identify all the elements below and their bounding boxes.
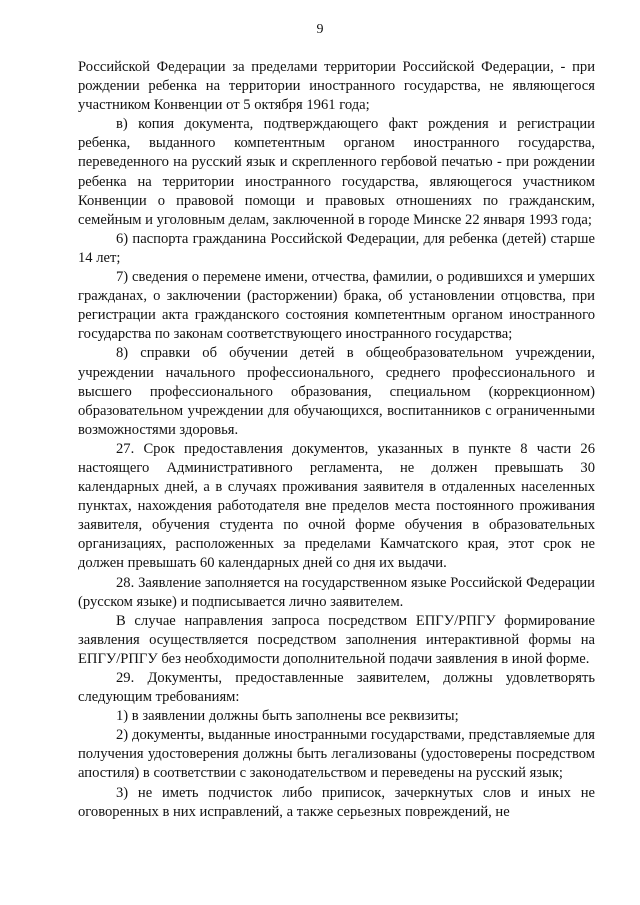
paragraph-clause-28: 28. Заявление заполняется на государственном языке Российской Федерации (русском языке) и подписывается лично заявителем. <box>78 574 595 610</box>
document-body <box>78 58 595 822</box>
paragraph-requirement-1: 1) в заявлении должны быть заполнены все реквизиты; <box>116 708 459 725</box>
paragraph-clause-27: 27. Срок предоставления документов, указанных в пункте 8 части 26 настоящего Административного регламента, не должен превышать 30 календарных дней, а в случаях проживания заявителя в отдаленных населенных пунктах, нахождения работодателя вне пределов места постоянного проживания заявителя, обучения студента по очной форме обучения в образовательных организациях, расположенных за пределами Камчатского края, этот срок не должен превышать 60 календарных дней со дня их выдачи. <box>78 440 595 572</box>
paragraph-requirement-2: 2) документы, выданные иностранными государствами, представляемые для получения удостоверения должны быть легализованы (удостоверены посредством апостиля) в соответствии с законодательством и переведены на русский язык; <box>78 727 595 782</box>
paragraph-item-7: 7) сведения о перемене имени, отчества, фамилии, о родившихся и умерших гражданах, о заключении (расторжении) брака, об установлении отцовства, при регистрации акта гражданского состояния компетентным органом иностранного государства по законам соответствующего иностранного государства; <box>78 269 595 343</box>
paragraph-epgu-note: В случае направления запроса посредством ЕПГУ/РПГУ формирование заявления осуществляется посредством заполнения интерактивной формы на ЕПГУ/РПГУ без необходимости дополнительной подачи заявления в иной форме. <box>78 612 595 667</box>
paragraph-requirement-3: 3) не иметь подчисток либо приписок, зачеркнутых слов и иных не оговоренных в них исправлений, а также серьезных повреждений, не <box>78 784 595 820</box>
page-number: 9 <box>316 22 324 37</box>
paragraph-item-v: в) копия документа, подтверждающего факт рождения и регистрации ребенка, выданного компетентным органом иностранного государства, переведенного на русский язык и скрепленного гербовой печатью - при рождении ребенка на территории иностранного государства, являющегося участником Конвенции о правовой помощи и правовых отношениях по гражданским, семейным и уголовным делам, заключенной в городе Минске 22 января 1993 года; <box>78 116 595 228</box>
paragraph-clause-29: 29. Документы, предоставленные заявителем, должны удовлетворять следующим требованиям: <box>78 670 595 706</box>
paragraph-continuation: Российской Федерации за пределами территории Российской Федерации, - при рождении ребенка на территории иностранного государства, не являющегося участником Конвенции от 5 октября 1961 года; <box>78 59 595 114</box>
paragraph-item-6: 6) паспорта гражданина Российской Федерации, для ребенка (детей) старше 14 лет; <box>78 230 595 266</box>
paragraph-item-8: 8) справки об обучении детей в общеобразовательном учреждении, учреждении начального профессионального, среднего профессионального и высшего профессионального образования, специальном (коррекционном) образовательном учреждении для обучающихся, воспитанников с ограниченными возможностями здоровья. <box>78 345 595 438</box>
